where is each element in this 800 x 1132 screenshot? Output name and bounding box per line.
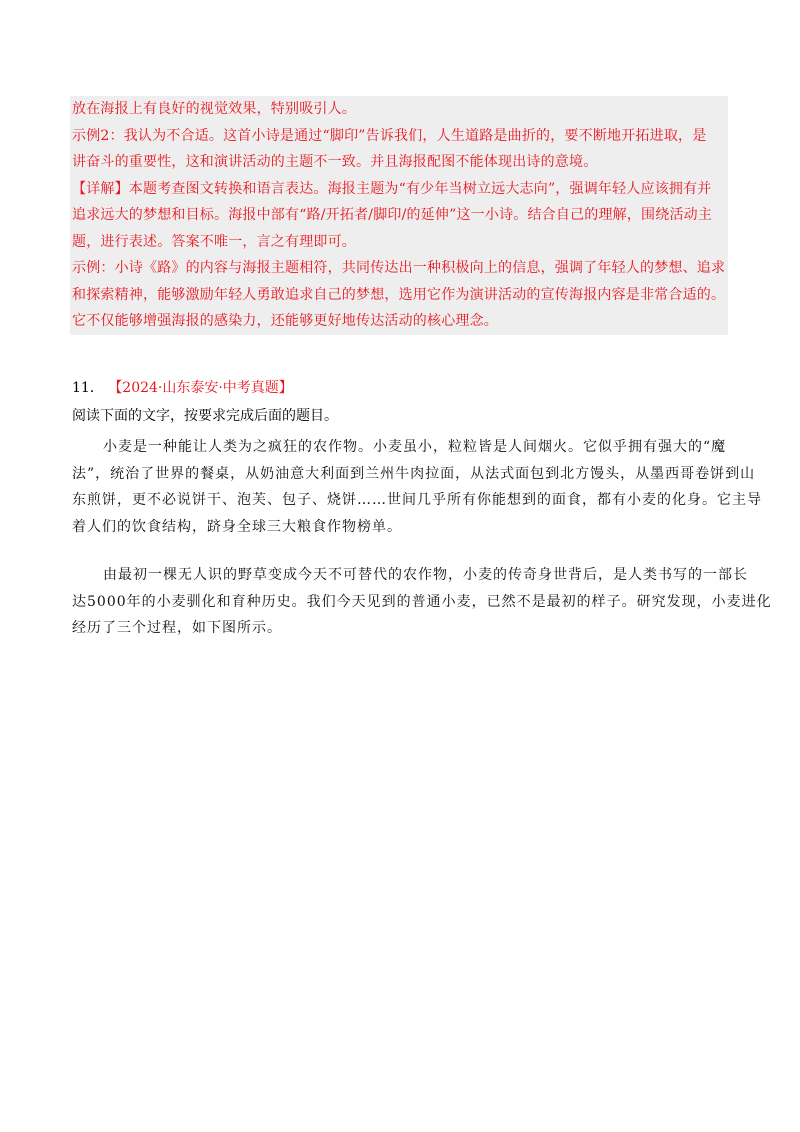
answer-line: 题，进行表述。答案不唯一，言之有理即可。 [72,233,356,250]
passage-line: 由最初一棵无人识的野草变成今天不可替代的农作物，小麦的传奇身世背后，是人类书写的一部长 [103,567,748,583]
question-source: 【2024·山东泰安·中考真题】 [108,380,293,396]
passage-paragraph-2 [72,562,772,642]
answer-line: 示例：小诗《路》的内容与海报主题相符，共同传达出一种积极向上的信息，强调了年轻人的梦想、追求 [72,260,726,276]
answer-line: 放在海报上有良好的视觉效果，特别吸引人。 [72,101,356,117]
passage-line: 小麦是一种能让人类为之疯狂的农作物。小麦虽小，粒粒皆是人间烟火。它似乎拥有强大的“魔 [103,439,727,455]
answer-line: 追求远大的梦想和目标。海报中部有“路/开拓者/脚印/的延伸”这一小诗。结合自己的理解，围绕活动主 [72,207,713,223]
answer-line: 和探索精神，能够激励年轻人勇敢追求自己的梦想，选用它作为演讲活动的宣传海报内容是非常合适的。 [72,286,726,303]
answer-line: 讲奋斗的重要性，这和演讲活动的主题不一致。并且海报配图不能体现出诗的意境。 [72,154,598,170]
passage-line: 东煎饼，更不必说饼干、泡芙、包子、烧饼……世间几乎所有你能想到的面食，都有小麦的化身。它主导 [72,492,762,508]
passage-line: 法”，统治了世界的餐桌，从奶油意大利面到兰州牛肉拉面，从法式面包到北方馒头，从墨西哥卷饼到山 [72,465,756,482]
question-number: 11． [72,380,104,396]
question-header [72,376,293,400]
passage-paragraph-1 [72,434,762,540]
passage-line: 达5000年的小麦驯化和育种历史。我们今天见到的普通小麦，已然不是最初的样子。研究发现，小麦进化 [72,593,772,610]
question-instruction: 阅读下面的文字，按要求完成后面的题目。 [72,408,338,424]
passage-line: 着人们的饮食结构，跻身全球三大粮食作物榜单。 [72,518,402,535]
answer-line: 示例2：我认为不合适。这首小诗是通过“脚印”告诉我们，人生道路是曲折的，要不断地开拓进取，是 [72,127,707,144]
answer-line: 【详解】本题考查图文转换和语言表达。海报主题为“有少年当树立远大志向”，强调年轻人应该拥有并 [72,180,712,197]
answer-explanation-block [70,96,728,335]
answer-line: 它不仅能够增强海报的感染力，还能够更好地传达活动的核心理念。 [72,313,498,329]
passage-line: 经历了三个过程，如下图所示。 [72,620,282,636]
